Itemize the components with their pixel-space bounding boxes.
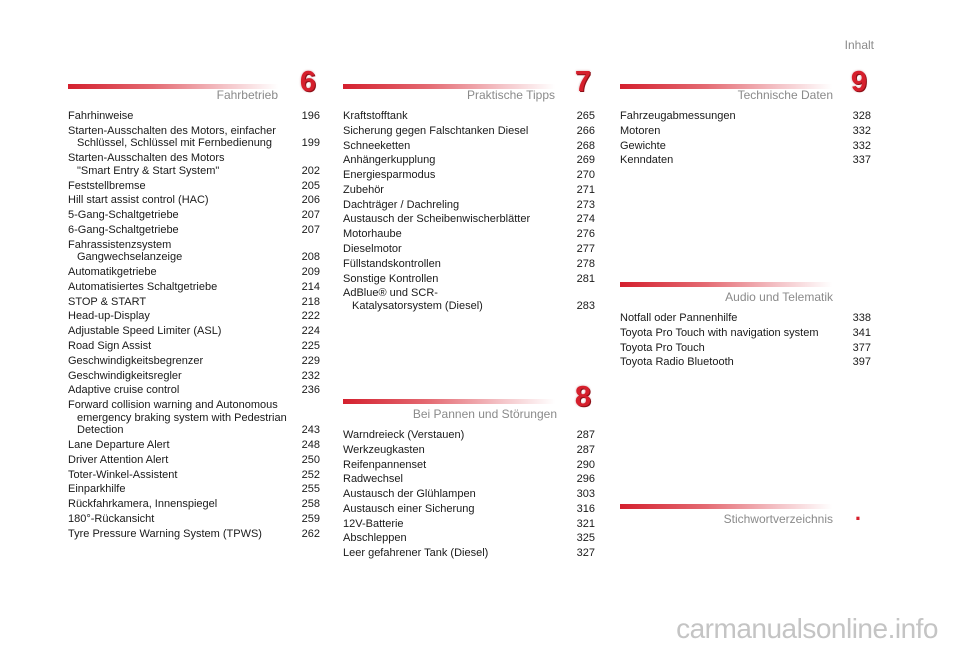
toc-entry[interactable] bbox=[68, 498, 320, 511]
toc-entry-title: Toyota Pro Touch bbox=[620, 341, 705, 354]
toc-entry[interactable] bbox=[620, 125, 871, 138]
toc-entry[interactable] bbox=[343, 184, 595, 197]
toc-entry-title: Road Sign Assist bbox=[68, 339, 152, 352]
toc-entry-title: Toyota Pro Touch with navigation system bbox=[620, 326, 819, 339]
toc-entry-page: 290 bbox=[576, 458, 595, 471]
toc-entry-title: 12V-Batterie bbox=[343, 517, 404, 530]
toc-entry-title: STOP & START bbox=[68, 295, 147, 308]
toc-entry-title: Energiesparmodus bbox=[343, 169, 436, 182]
section-bar bbox=[620, 504, 832, 509]
section-bar bbox=[343, 399, 555, 404]
toc-entry[interactable] bbox=[620, 356, 871, 369]
toc-entry[interactable] bbox=[343, 199, 595, 212]
toc-entry-title: Dieselmotor bbox=[343, 243, 402, 256]
toc-entry-page: 332 bbox=[852, 139, 871, 152]
toc-list bbox=[343, 429, 595, 560]
toc-entry[interactable] bbox=[620, 312, 871, 325]
toc-entry[interactable] bbox=[343, 243, 595, 256]
toc-entry-page: 277 bbox=[576, 243, 595, 256]
section-number: 9 bbox=[850, 66, 867, 98]
toc-entry-page: 328 bbox=[852, 110, 871, 122]
toc-entry-title: Sonstige Kontrollen bbox=[343, 272, 439, 285]
toc-entry-page: 209 bbox=[301, 266, 320, 279]
toc-entry[interactable] bbox=[68, 266, 320, 279]
toc-entry-page: 273 bbox=[576, 198, 595, 211]
toc-entry-page: 316 bbox=[576, 502, 595, 515]
toc-entry[interactable] bbox=[68, 469, 320, 482]
toc-entry[interactable] bbox=[68, 370, 320, 383]
section-number: 6 bbox=[299, 66, 316, 98]
toc-entry-page: 397 bbox=[852, 356, 871, 369]
toc-entry[interactable] bbox=[68, 384, 320, 397]
toc-entry[interactable] bbox=[343, 154, 595, 167]
toc-entry[interactable] bbox=[620, 110, 871, 123]
toc-entry-title: Füllstandskontrollen bbox=[343, 257, 441, 270]
section-number: 7 bbox=[574, 66, 591, 98]
toc-entry[interactable] bbox=[343, 125, 595, 138]
page-header: Inhalt bbox=[844, 38, 874, 52]
toc-entry[interactable] bbox=[68, 439, 320, 452]
toc-entry-title: Austausch der Scheibenwischerblätter bbox=[343, 213, 531, 226]
section-title: Bei Pannen und Störungen bbox=[412, 407, 557, 421]
toc-entry[interactable] bbox=[68, 209, 320, 222]
toc-entry-page: 243 bbox=[301, 424, 320, 437]
toc-entry-title: Lane Departure Alert bbox=[68, 439, 170, 452]
toc-entry-title: Automatikgetriebe bbox=[68, 266, 157, 279]
section-header bbox=[620, 492, 871, 526]
toc-entry-title: Schneeketten bbox=[343, 139, 411, 152]
section-title: Technische Daten bbox=[737, 88, 833, 102]
toc-entry[interactable] bbox=[68, 296, 320, 309]
section-fahrbetrieb bbox=[68, 66, 320, 543]
toc-entry-title: Adjustable Speed Limiter (ASL) bbox=[68, 325, 222, 338]
toc-entry-title: Dachträger / Dachreling bbox=[343, 198, 460, 211]
section-audio-telematik bbox=[620, 270, 871, 371]
toc-entry-title: 180°-Rückansicht bbox=[68, 512, 155, 525]
toc-entry-page: 321 bbox=[576, 517, 595, 530]
toc-entry[interactable] bbox=[343, 444, 595, 457]
toc-entry-title: Fahrzeugabmessungen bbox=[620, 110, 736, 122]
toc-list bbox=[620, 110, 871, 167]
toc-entry-page: 207 bbox=[301, 223, 320, 236]
toc-entry-page: 287 bbox=[576, 443, 595, 456]
toc-entry[interactable] bbox=[68, 194, 320, 207]
toc-entry[interactable] bbox=[68, 224, 320, 237]
toc-list bbox=[343, 110, 595, 313]
toc-entry[interactable] bbox=[343, 518, 595, 531]
toc-entry-page: 287 bbox=[576, 429, 595, 441]
toc-entry-title: Motoren bbox=[620, 124, 661, 137]
toc-entry[interactable] bbox=[343, 532, 595, 545]
toc-entry[interactable] bbox=[68, 310, 320, 323]
toc-entry[interactable] bbox=[68, 325, 320, 338]
toc-entry-title: Rückfahrkamera, Innenspiegel bbox=[68, 498, 218, 511]
toc-entry-title: Automatisiertes Schaltgetriebe bbox=[68, 280, 218, 293]
toc-entry-title: Austausch der Glühlampen bbox=[343, 488, 476, 501]
toc-entry-page: 205 bbox=[301, 179, 320, 192]
toc-entry-title: Fahrassistenzsystem Gangwechselanzeige bbox=[68, 238, 183, 264]
toc-entry-title: Reifenpannenset bbox=[343, 458, 427, 471]
toc-entry-page: 270 bbox=[576, 169, 595, 182]
toc-entry[interactable] bbox=[68, 125, 320, 150]
toc-entry-page: 327 bbox=[576, 547, 595, 560]
toc-entry-title: Geschwindigkeitsbegrenzer bbox=[68, 354, 204, 367]
toc-entry-title: Head-up-Display bbox=[68, 310, 150, 323]
toc-entry[interactable] bbox=[68, 399, 320, 437]
toc-entry-page: 276 bbox=[576, 228, 595, 241]
section-title: Fahrbetrieb bbox=[216, 88, 278, 102]
section-header bbox=[620, 66, 871, 102]
toc-entry[interactable] bbox=[68, 281, 320, 294]
section-header bbox=[68, 66, 320, 102]
toc-entry-page: 206 bbox=[301, 194, 320, 207]
toc-entry-title: Toyota Radio Bluetooth bbox=[620, 356, 734, 369]
toc-entry-title: Kenndaten bbox=[620, 154, 674, 167]
toc-entry-page: 337 bbox=[852, 154, 871, 167]
toc-entry-title: Leer gefahrener Tank (Diesel) bbox=[343, 547, 489, 560]
toc-entry-page: 208 bbox=[301, 251, 320, 264]
section-header bbox=[620, 270, 871, 304]
toc-entry-title: Toter-Winkel-Assistent bbox=[68, 468, 178, 481]
toc-entry-title: Zubehör bbox=[343, 183, 384, 196]
toc-entry-title: Fahrhinweise bbox=[68, 110, 134, 122]
section-header bbox=[343, 66, 595, 102]
toc-entry-page: 214 bbox=[301, 280, 320, 293]
toc-entry-page: 222 bbox=[301, 310, 320, 323]
toc-entry-title: Feststellbremse bbox=[68, 179, 146, 192]
toc-entry-title: Gewichte bbox=[620, 139, 666, 152]
toc-entry-title: Hill start assist control (HAC) bbox=[68, 194, 209, 207]
toc-entry[interactable] bbox=[343, 258, 595, 271]
toc-entry-page: 225 bbox=[301, 339, 320, 352]
toc-entry-page: 303 bbox=[576, 488, 595, 501]
section-header bbox=[343, 381, 595, 421]
toc-list bbox=[620, 312, 871, 369]
toc-entry[interactable] bbox=[343, 459, 595, 472]
toc-entry-page: 202 bbox=[301, 164, 320, 177]
toc-entry[interactable] bbox=[620, 154, 871, 167]
section-title: Praktische Tipps bbox=[466, 88, 555, 102]
toc-entry-title: Notfall oder Pannenhilfe bbox=[620, 312, 738, 324]
section-technische-daten bbox=[620, 66, 871, 169]
toc-list bbox=[68, 110, 320, 540]
toc-entry-page: 332 bbox=[852, 124, 871, 137]
section-bei-pannen bbox=[343, 381, 595, 562]
toc-entry[interactable] bbox=[343, 473, 595, 486]
toc-entry-title: Starten-Ausschalten des Motors, einfacher Schlüssel, Schlüssel mit Fernbedienung bbox=[68, 124, 276, 150]
toc-entry-title: 6-Gang-Schaltgetriebe bbox=[68, 223, 179, 236]
toc-entry-title: Anhängerkupplung bbox=[343, 154, 436, 167]
section-title: Stichwortverzeichnis bbox=[723, 512, 833, 526]
toc-entry-page: 265 bbox=[576, 110, 595, 122]
toc-entry-page: 207 bbox=[301, 209, 320, 222]
section-bar bbox=[620, 282, 832, 287]
watermark: carmanualsonline.info bbox=[676, 613, 938, 644]
toc-entry-title: AdBlue® und SCR- Katalysatorsystem (Diesel) bbox=[343, 287, 483, 312]
section-number: 8 bbox=[574, 381, 591, 413]
toc-entry-title: Radwechsel bbox=[343, 473, 403, 486]
toc-entry[interactable] bbox=[68, 180, 320, 193]
toc-entry-page: 236 bbox=[301, 384, 320, 397]
toc-entry[interactable] bbox=[620, 140, 871, 153]
toc-entry-page: 224 bbox=[301, 325, 320, 338]
toc-entry-page: 281 bbox=[576, 272, 595, 285]
toc-entry[interactable] bbox=[68, 483, 320, 496]
toc-entry[interactable] bbox=[68, 355, 320, 368]
toc-entry-title: Abschleppen bbox=[343, 532, 407, 545]
toc-entry-page: 278 bbox=[576, 257, 595, 270]
toc-entry[interactable] bbox=[68, 454, 320, 467]
toc-entry-title: Einparkhilfe bbox=[68, 483, 126, 496]
toc-entry-title: Motorhaube bbox=[343, 228, 402, 241]
toc-entry-title: Kraftstofftank bbox=[343, 110, 408, 122]
toc-entry-page: 271 bbox=[576, 183, 595, 196]
toc-entry[interactable] bbox=[343, 547, 595, 560]
toc-entry[interactable] bbox=[620, 342, 871, 355]
toc-entry-page: 250 bbox=[301, 453, 320, 466]
toc-entry-page: 325 bbox=[576, 532, 595, 545]
toc-entry-title: Austausch einer Sicherung bbox=[343, 502, 475, 515]
toc-entry-title: Werkzeugkasten bbox=[343, 443, 425, 456]
toc-entry[interactable] bbox=[343, 429, 595, 442]
toc-entry-title: Sicherung gegen Falschtanken Diesel bbox=[343, 124, 529, 137]
toc-entry[interactable] bbox=[343, 488, 595, 501]
toc-entry-page: 199 bbox=[301, 137, 320, 150]
toc-entry-title: Starten-Ausschalten des Motors "Smart Entry & Start System" bbox=[68, 152, 225, 177]
toc-entry[interactable] bbox=[343, 213, 595, 226]
toc-entry[interactable] bbox=[343, 273, 595, 286]
toc-entry[interactable] bbox=[343, 110, 595, 123]
toc-entry-page: 262 bbox=[301, 527, 320, 540]
toc-entry[interactable] bbox=[68, 528, 320, 541]
toc-entry-page: 218 bbox=[301, 295, 320, 308]
section-title: Audio und Telematik bbox=[725, 290, 833, 304]
section-stichwortverzeichnis bbox=[620, 492, 871, 526]
toc-entry-page: 338 bbox=[852, 312, 871, 324]
toc-entry[interactable] bbox=[343, 169, 595, 182]
toc-entry-title: Driver Attention Alert bbox=[68, 453, 169, 466]
toc-entry-page: 341 bbox=[852, 326, 871, 339]
toc-entry[interactable] bbox=[620, 327, 871, 340]
toc-entry-page: 283 bbox=[576, 299, 595, 312]
toc-entry-page: 196 bbox=[301, 110, 320, 122]
toc-entry[interactable] bbox=[68, 513, 320, 526]
toc-entry-title: Tyre Pressure Warning System (TPWS) bbox=[68, 527, 262, 540]
toc-entry-page: 229 bbox=[301, 354, 320, 367]
toc-entry[interactable] bbox=[343, 287, 595, 312]
toc-entry-page: 248 bbox=[301, 439, 320, 452]
toc-entry[interactable] bbox=[343, 228, 595, 241]
toc-entry-page: 232 bbox=[301, 369, 320, 382]
toc-entry-page: 258 bbox=[301, 498, 320, 511]
toc-entry-page: 252 bbox=[301, 468, 320, 481]
toc-entry[interactable] bbox=[343, 140, 595, 153]
toc-entry-title: Geschwindigkeitsregler bbox=[68, 369, 182, 382]
toc-entry-title: Warndreieck (Verstauen) bbox=[343, 429, 465, 441]
section-number: . bbox=[854, 500, 861, 525]
toc-entry-page: 268 bbox=[576, 139, 595, 152]
toc-entry-title: 5-Gang-Schaltgetriebe bbox=[68, 209, 179, 222]
toc-entry-page: 269 bbox=[576, 154, 595, 167]
toc-entry[interactable] bbox=[343, 503, 595, 516]
toc-entry[interactable] bbox=[68, 239, 320, 264]
toc-entry-page: 259 bbox=[301, 512, 320, 525]
toc-entry-page: 255 bbox=[301, 483, 320, 496]
toc-entry-page: 266 bbox=[576, 124, 595, 137]
section-praktische-tipps bbox=[343, 66, 595, 315]
toc-entry[interactable] bbox=[68, 340, 320, 353]
toc-entry-title: Forward collision warning and Autonomous emergency braking system with Pedestrian Detection bbox=[68, 399, 287, 437]
toc-entry-page: 296 bbox=[576, 473, 595, 486]
toc-entry-title: Adaptive cruise control bbox=[68, 384, 180, 397]
toc-entry[interactable] bbox=[68, 152, 320, 177]
toc-entry-page: 377 bbox=[852, 341, 871, 354]
toc-entry-page: 274 bbox=[576, 213, 595, 226]
toc-entry[interactable] bbox=[68, 110, 320, 123]
